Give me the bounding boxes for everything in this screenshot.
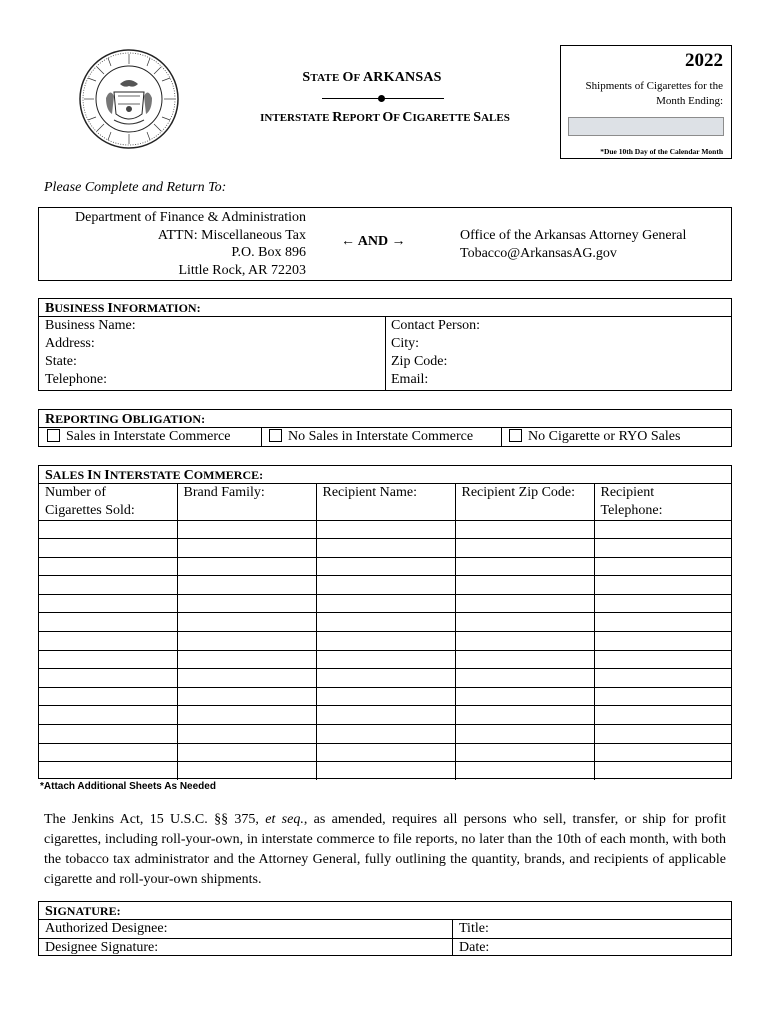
- signature-section: [38, 901, 732, 956]
- business-information-section: [38, 298, 732, 391]
- table-cell[interactable]: [177, 706, 316, 725]
- table-cell[interactable]: [594, 632, 731, 651]
- table-cell[interactable]: [39, 539, 177, 558]
- authorized-designee-field[interactable]: Authorized Designee:: [45, 921, 168, 936]
- table-row: [39, 613, 731, 632]
- table-cell[interactable]: [455, 557, 594, 576]
- email-field[interactable]: Email:: [391, 372, 429, 387]
- table-cell[interactable]: [39, 725, 177, 744]
- checkbox[interactable]: [269, 429, 282, 442]
- table-cell[interactable]: [455, 613, 594, 632]
- sales-table: [39, 484, 731, 780]
- table-row: [39, 743, 731, 762]
- table-cell[interactable]: [316, 706, 455, 725]
- shipments-label: Shipments of Cigarettes for the Month Ending:: [585, 80, 723, 107]
- table-row: [39, 576, 731, 595]
- table-row: [39, 632, 731, 651]
- reporting-obligation-section: [38, 409, 732, 447]
- form-subtitle: INTERSTATE REPORT OF CIGARETTE SALES: [260, 110, 510, 125]
- table-cell[interactable]: [455, 520, 594, 539]
- column-header-recipient-name: Recipient Name:: [316, 484, 455, 520]
- table-cell[interactable]: [177, 743, 316, 762]
- table-row: [39, 725, 731, 744]
- table-cell[interactable]: [316, 669, 455, 688]
- table-cell[interactable]: [177, 650, 316, 669]
- table-cell[interactable]: [177, 669, 316, 688]
- dfa-address: Department of Finance & Administration ATTN: Miscellaneous Tax P.O. Box 896 Little Rock, AR 72203: [75, 210, 306, 278]
- table-cell[interactable]: [316, 725, 455, 744]
- table-cell[interactable]: [594, 557, 731, 576]
- form-title: STATE OF ARKANSAS: [302, 70, 442, 85]
- table-cell[interactable]: [594, 725, 731, 744]
- table-row: [39, 762, 731, 781]
- table-row: [39, 557, 731, 576]
- reporting-year: 2022: [685, 50, 723, 71]
- zip-code-field[interactable]: Zip Code:: [391, 354, 448, 369]
- table-cell[interactable]: [316, 762, 455, 781]
- table-cell[interactable]: [39, 520, 177, 539]
- date-field[interactable]: Date:: [459, 940, 490, 955]
- contact-person-field[interactable]: Contact Person:: [391, 318, 481, 333]
- table-cell[interactable]: [177, 520, 316, 539]
- address-field[interactable]: Address:: [45, 336, 95, 351]
- table-cell[interactable]: [316, 743, 455, 762]
- column-header-recipient-telephone: Recipient Telephone:: [600, 485, 663, 518]
- signature-heading: SIGNATURE:: [39, 902, 731, 920]
- month-ending-field[interactable]: [568, 117, 724, 136]
- table-cell[interactable]: [177, 762, 316, 781]
- table-cell[interactable]: [594, 650, 731, 669]
- city-field[interactable]: City:: [391, 336, 420, 351]
- business-information-heading: BUSINESS INFORMATION:: [39, 299, 731, 317]
- table-row: [39, 539, 731, 558]
- table-cell[interactable]: [455, 687, 594, 706]
- table-cell[interactable]: [455, 594, 594, 613]
- table-cell[interactable]: [39, 706, 177, 725]
- column-header-brand: Brand Family:: [177, 484, 316, 520]
- table-cell[interactable]: [594, 743, 731, 762]
- table-row: [39, 520, 731, 539]
- table-cell[interactable]: [594, 539, 731, 558]
- table-cell[interactable]: [39, 594, 177, 613]
- table-cell[interactable]: [594, 613, 731, 632]
- business-name-field[interactable]: Business Name:: [45, 318, 136, 333]
- table-cell[interactable]: [177, 594, 316, 613]
- return-instructions: Please Complete and Return To:: [44, 180, 227, 195]
- column-header-recipient-zip: Recipient Zip Code:: [455, 484, 594, 520]
- table-cell[interactable]: [594, 520, 731, 539]
- table-cell[interactable]: [455, 706, 594, 725]
- designee-signature-field[interactable]: Designee Signature:: [45, 940, 159, 955]
- reporting-period-box: [560, 45, 732, 159]
- table-cell[interactable]: [177, 539, 316, 558]
- table-cell[interactable]: [594, 687, 731, 706]
- table-cell[interactable]: [39, 557, 177, 576]
- option-no-cigarette-sales[interactable]: No Cigarette or RYO Sales: [509, 428, 680, 447]
- return-address-box: [38, 207, 732, 281]
- table-cell[interactable]: [455, 576, 594, 595]
- table-cell[interactable]: [316, 576, 455, 595]
- table-cell[interactable]: [39, 743, 177, 762]
- table-row: [39, 669, 731, 688]
- table-cell[interactable]: [177, 613, 316, 632]
- due-note: *Due 10th Day of the Calendar Month: [600, 147, 723, 156]
- table-row: [39, 594, 731, 613]
- option-no-sales-interstate[interactable]: No Sales in Interstate Commerce: [269, 428, 473, 447]
- table-cell[interactable]: [39, 687, 177, 706]
- table-cell[interactable]: [455, 743, 594, 762]
- title-divider-dot: [378, 95, 385, 102]
- option-sales-interstate[interactable]: Sales in Interstate Commerce: [47, 428, 230, 447]
- table-cell[interactable]: [594, 594, 731, 613]
- table-cell[interactable]: [177, 557, 316, 576]
- state-seal: [78, 48, 180, 150]
- table-cell[interactable]: [177, 687, 316, 706]
- table-cell[interactable]: [455, 762, 594, 781]
- jenkins-act-paragraph: The Jenkins Act, 15 U.S.C. §§ 375, et seq., as amended, requires all persons who sell, transfer, or ship for profit cigarettes, including roll-your-own, in interstate commerce to file reports, no later than the 10th of each month, with both the tobacco tax administrator and the Attorney General, fully outlining the quantity, brands, and recipients of applicable cigarette and roll-your-own shipments.: [44, 812, 726, 887]
- reporting-obligation-heading: REPORTING OBLIGATION:: [39, 410, 731, 428]
- ag-address: Office of the Arkansas Attorney General Tobacco@ArkansasAG.gov: [460, 228, 687, 261]
- table-row: [39, 687, 731, 706]
- table-cell[interactable]: [316, 613, 455, 632]
- table-cell[interactable]: [316, 594, 455, 613]
- table-cell[interactable]: [316, 650, 455, 669]
- table-cell[interactable]: [455, 650, 594, 669]
- table-cell[interactable]: [177, 576, 316, 595]
- table-cell[interactable]: [316, 557, 455, 576]
- table-cell[interactable]: [39, 632, 177, 651]
- sales-section: [38, 465, 732, 779]
- checkbox[interactable]: [509, 429, 522, 442]
- table-cell[interactable]: [316, 539, 455, 558]
- table-cell[interactable]: [594, 706, 731, 725]
- table-cell[interactable]: [455, 669, 594, 688]
- table-cell[interactable]: [594, 669, 731, 688]
- telephone-field[interactable]: Telephone:: [45, 372, 107, 387]
- table-cell[interactable]: [455, 632, 594, 651]
- table-cell[interactable]: [316, 520, 455, 539]
- table-cell[interactable]: [39, 613, 177, 632]
- sales-heading: SALES IN INTERSTATE COMMERCE:: [39, 466, 731, 484]
- and-label: ← AND →: [341, 234, 406, 249]
- table-row: [39, 706, 731, 725]
- table-cell[interactable]: [594, 762, 731, 781]
- table-cell[interactable]: [316, 632, 455, 651]
- table-cell[interactable]: [455, 539, 594, 558]
- table-cell[interactable]: [594, 576, 731, 595]
- table-cell[interactable]: [177, 632, 316, 651]
- table-row: [39, 650, 731, 669]
- table-cell[interactable]: [39, 762, 177, 781]
- table-cell[interactable]: [316, 687, 455, 706]
- title-field[interactable]: Title:: [459, 921, 489, 936]
- table-cell[interactable]: [39, 650, 177, 669]
- column-header-count: Number of Cigarettes Sold:: [39, 484, 177, 520]
- table-cell[interactable]: [177, 725, 316, 744]
- table-cell[interactable]: [39, 576, 177, 595]
- table-cell[interactable]: [455, 725, 594, 744]
- attach-note: *Attach Additional Sheets As Needed: [40, 781, 216, 792]
- table-cell[interactable]: [39, 669, 177, 688]
- checkbox[interactable]: [47, 429, 60, 442]
- state-field[interactable]: State:: [45, 354, 77, 369]
